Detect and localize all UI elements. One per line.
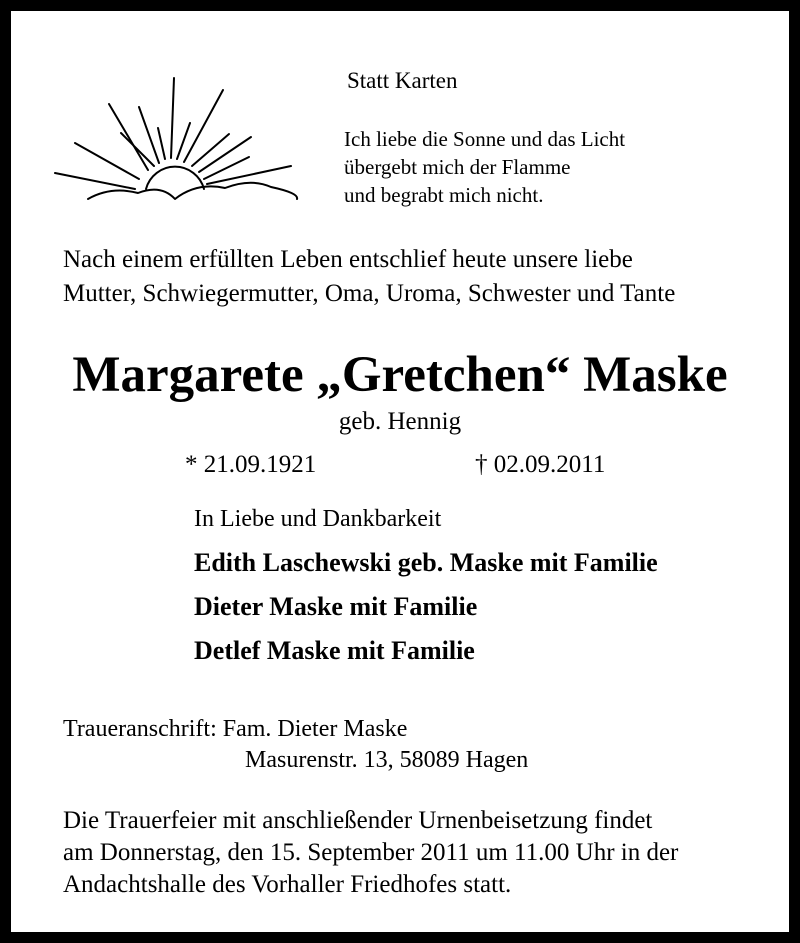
poem-line: übergebt mich der Flamme bbox=[344, 155, 571, 179]
mourners-intro: In Liebe und Dankbarkeit bbox=[194, 506, 442, 532]
statt-karten-label: Statt Karten bbox=[347, 68, 458, 93]
mourner-family: Edith Laschewski geb. Maske mit Familie bbox=[194, 548, 658, 577]
mourning-address-line: Masurenstr. 13, 58089 Hagen bbox=[245, 747, 529, 773]
ceremony-line: Die Trauerfeier mit anschließender Urnenbeisetzung findet bbox=[63, 807, 653, 834]
mourner-family: Dieter Maske mit Familie bbox=[194, 592, 478, 621]
ceremony-line: am Donnerstag, den 15. September 2011 um 11.00 Uhr in der bbox=[63, 839, 679, 866]
sun-rising-behind-clouds-icon bbox=[51, 71, 301, 206]
intro-line: Nach einem erfüllten Leben entschlief heute unsere liebe bbox=[63, 246, 633, 273]
birth-date: * 21.09.1921 bbox=[185, 451, 317, 478]
poem-line: und begrabt mich nicht. bbox=[344, 183, 544, 207]
mourning-address-line: Traueranschrift: Fam. Dieter Maske bbox=[63, 716, 408, 742]
death-date: † 02.09.2011 bbox=[475, 451, 606, 478]
mourner-family: Detlef Maske mit Familie bbox=[194, 636, 475, 665]
intro-line: Mutter, Schwiegermutter, Oma, Uroma, Schwester und Tante bbox=[63, 280, 676, 307]
born-name: geb. Hennig bbox=[338, 408, 462, 435]
deceased-name: Margarete „Gretchen“ Maske bbox=[72, 347, 728, 403]
poem-line: Ich liebe die Sonne und das Licht bbox=[344, 127, 626, 151]
ceremony-line: Andachtshalle des Vorhaller Friedhofes statt. bbox=[63, 871, 512, 898]
